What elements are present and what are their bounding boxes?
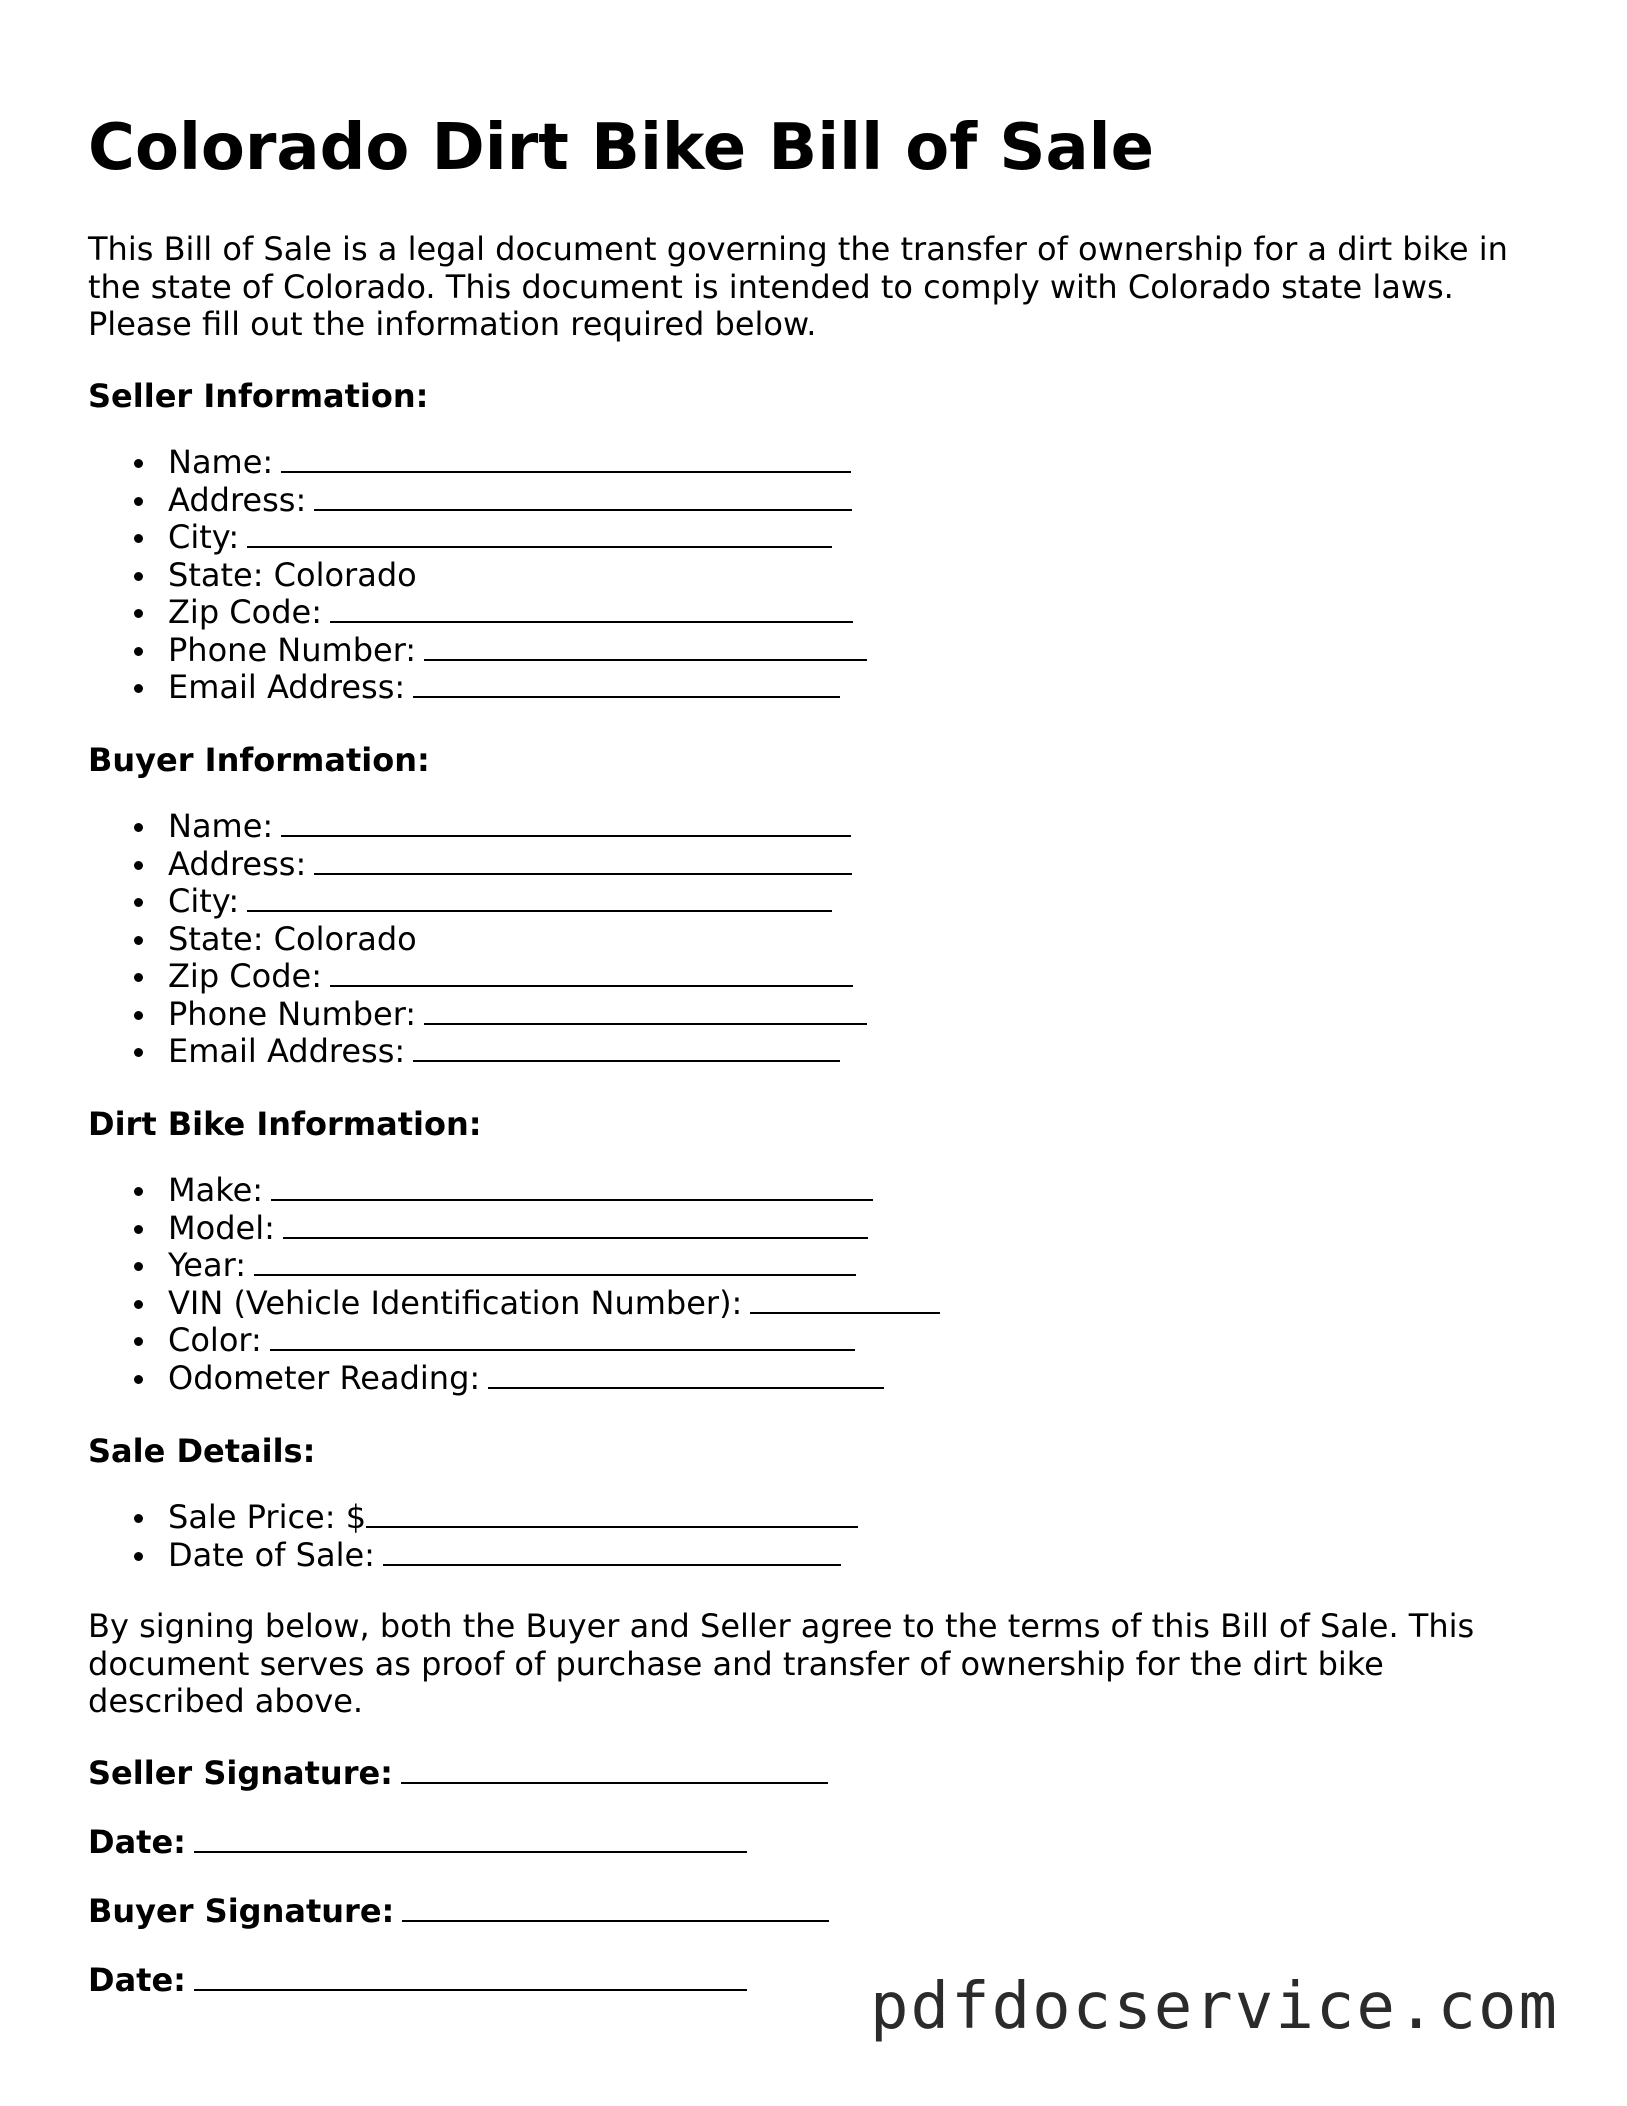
bike-color-label: Color: bbox=[168, 1321, 262, 1359]
seller-name-field[interactable] bbox=[281, 445, 851, 473]
buyer-signature-field[interactable] bbox=[402, 1894, 829, 1922]
bike-color-field[interactable] bbox=[270, 1323, 855, 1351]
buyer-name-field[interactable] bbox=[281, 809, 851, 837]
list-item bbox=[168, 846, 867, 884]
buyer-city-field[interactable] bbox=[247, 884, 832, 912]
sale-date-field[interactable] bbox=[383, 1538, 841, 1566]
seller-date-line bbox=[88, 1822, 747, 1862]
agreement-paragraph: By signing below, both the Buyer and Seller agree to the terms of this Bill of Sale. This document serves as proof of purchase and transfer of ownership for the dirt bike described above. bbox=[88, 1607, 1475, 1720]
buyer-date-field[interactable] bbox=[194, 1963, 747, 1991]
list-item bbox=[168, 808, 867, 846]
seller-signature-field[interactable] bbox=[401, 1756, 828, 1784]
list-item bbox=[168, 1360, 940, 1398]
seller-address-field[interactable] bbox=[314, 483, 852, 511]
buyer-address-field[interactable] bbox=[314, 847, 852, 875]
seller-city-label: City: bbox=[168, 518, 240, 556]
list-item bbox=[168, 883, 867, 921]
seller-email-label: Email Address: bbox=[168, 668, 406, 706]
seller-date-field[interactable] bbox=[194, 1825, 747, 1853]
list-item bbox=[168, 921, 867, 959]
list-item bbox=[168, 669, 867, 707]
buyer-section-heading: Buyer Information: bbox=[88, 741, 430, 779]
buyer-email-field[interactable] bbox=[413, 1034, 840, 1062]
list-item bbox=[168, 1172, 940, 1210]
seller-signature-label: Seller Signature: bbox=[88, 1754, 393, 1792]
seller-zip-label: Zip Code: bbox=[168, 593, 322, 631]
seller-fields-list bbox=[88, 444, 867, 707]
sale-price-field[interactable] bbox=[366, 1500, 858, 1528]
list-item bbox=[168, 1537, 858, 1575]
bike-model-field[interactable] bbox=[283, 1211, 868, 1239]
bike-section-heading: Dirt Bike Information: bbox=[88, 1105, 482, 1143]
list-item bbox=[168, 1247, 940, 1285]
sale-section-heading: Sale Details: bbox=[88, 1432, 316, 1470]
buyer-state-label: State: Colorado bbox=[168, 919, 417, 958]
list-item bbox=[168, 958, 867, 996]
buyer-address-label: Address: bbox=[168, 844, 307, 883]
buyer-email-label: Email Address: bbox=[168, 1032, 406, 1070]
list-item bbox=[168, 594, 867, 632]
bike-fields-list bbox=[88, 1172, 940, 1397]
buyer-phone-label: Phone Number: bbox=[168, 994, 417, 1033]
watermark-text: pdfdocservice.com bbox=[870, 1970, 1560, 2044]
list-item bbox=[168, 996, 867, 1034]
sale-fields-list bbox=[88, 1499, 858, 1574]
seller-city-field[interactable] bbox=[247, 520, 832, 548]
bike-make-label: Make: bbox=[168, 1171, 264, 1209]
buyer-zip-field[interactable] bbox=[330, 959, 853, 987]
buyer-name-label: Name: bbox=[168, 807, 274, 845]
buyer-city-label: City: bbox=[168, 882, 240, 920]
buyer-phone-field[interactable] bbox=[424, 997, 867, 1025]
list-item bbox=[168, 632, 867, 670]
list-item bbox=[168, 519, 867, 557]
sale-price-label: Sale Price: $ bbox=[168, 1498, 367, 1536]
intro-paragraph: This Bill of Sale is a legal document governing the transfer of ownership for a dirt bike in the state of Colorado. This document is intended to comply with Colorado state laws. Please fill out the information required below. bbox=[88, 230, 1508, 343]
bike-year-field[interactable] bbox=[254, 1248, 856, 1276]
bike-odometer-label: Odometer Reading: bbox=[168, 1358, 481, 1397]
buyer-zip-label: Zip Code: bbox=[168, 957, 322, 995]
list-item bbox=[168, 1322, 940, 1360]
seller-phone-label: Phone Number: bbox=[168, 630, 417, 669]
list-item bbox=[168, 482, 867, 520]
buyer-fields-list bbox=[88, 808, 867, 1071]
bike-model-label: Model: bbox=[168, 1208, 275, 1247]
seller-date-label: Date: bbox=[88, 1823, 186, 1861]
seller-state-label: State: Colorado bbox=[168, 555, 417, 594]
list-item bbox=[168, 557, 867, 595]
seller-signature-line bbox=[88, 1753, 828, 1793]
buyer-date-line bbox=[88, 1960, 747, 2000]
bike-make-field[interactable] bbox=[271, 1173, 873, 1201]
seller-phone-field[interactable] bbox=[424, 633, 867, 661]
buyer-signature-label: Buyer Signature: bbox=[88, 1892, 395, 1930]
document-title: Colorado Dirt Bike Bill of Sale bbox=[88, 111, 1154, 185]
seller-name-label: Name: bbox=[168, 443, 274, 481]
list-item bbox=[168, 1499, 858, 1537]
list-item bbox=[168, 444, 867, 482]
bike-vin-label: VIN (Vehicle Identification Number): bbox=[168, 1283, 743, 1322]
list-item bbox=[168, 1285, 940, 1323]
seller-zip-field[interactable] bbox=[330, 595, 853, 623]
bike-vin-field[interactable] bbox=[750, 1286, 940, 1314]
bike-odometer-field[interactable] bbox=[488, 1361, 884, 1389]
list-item bbox=[168, 1033, 867, 1071]
bike-year-label: Year: bbox=[168, 1246, 246, 1284]
sale-date-label: Date of Sale: bbox=[168, 1535, 375, 1574]
buyer-signature-line bbox=[88, 1891, 829, 1931]
list-item bbox=[168, 1210, 940, 1248]
seller-email-field[interactable] bbox=[413, 670, 840, 698]
buyer-date-label: Date: bbox=[88, 1961, 186, 1999]
seller-address-label: Address: bbox=[168, 480, 307, 519]
seller-section-heading: Seller Information: bbox=[88, 377, 429, 415]
